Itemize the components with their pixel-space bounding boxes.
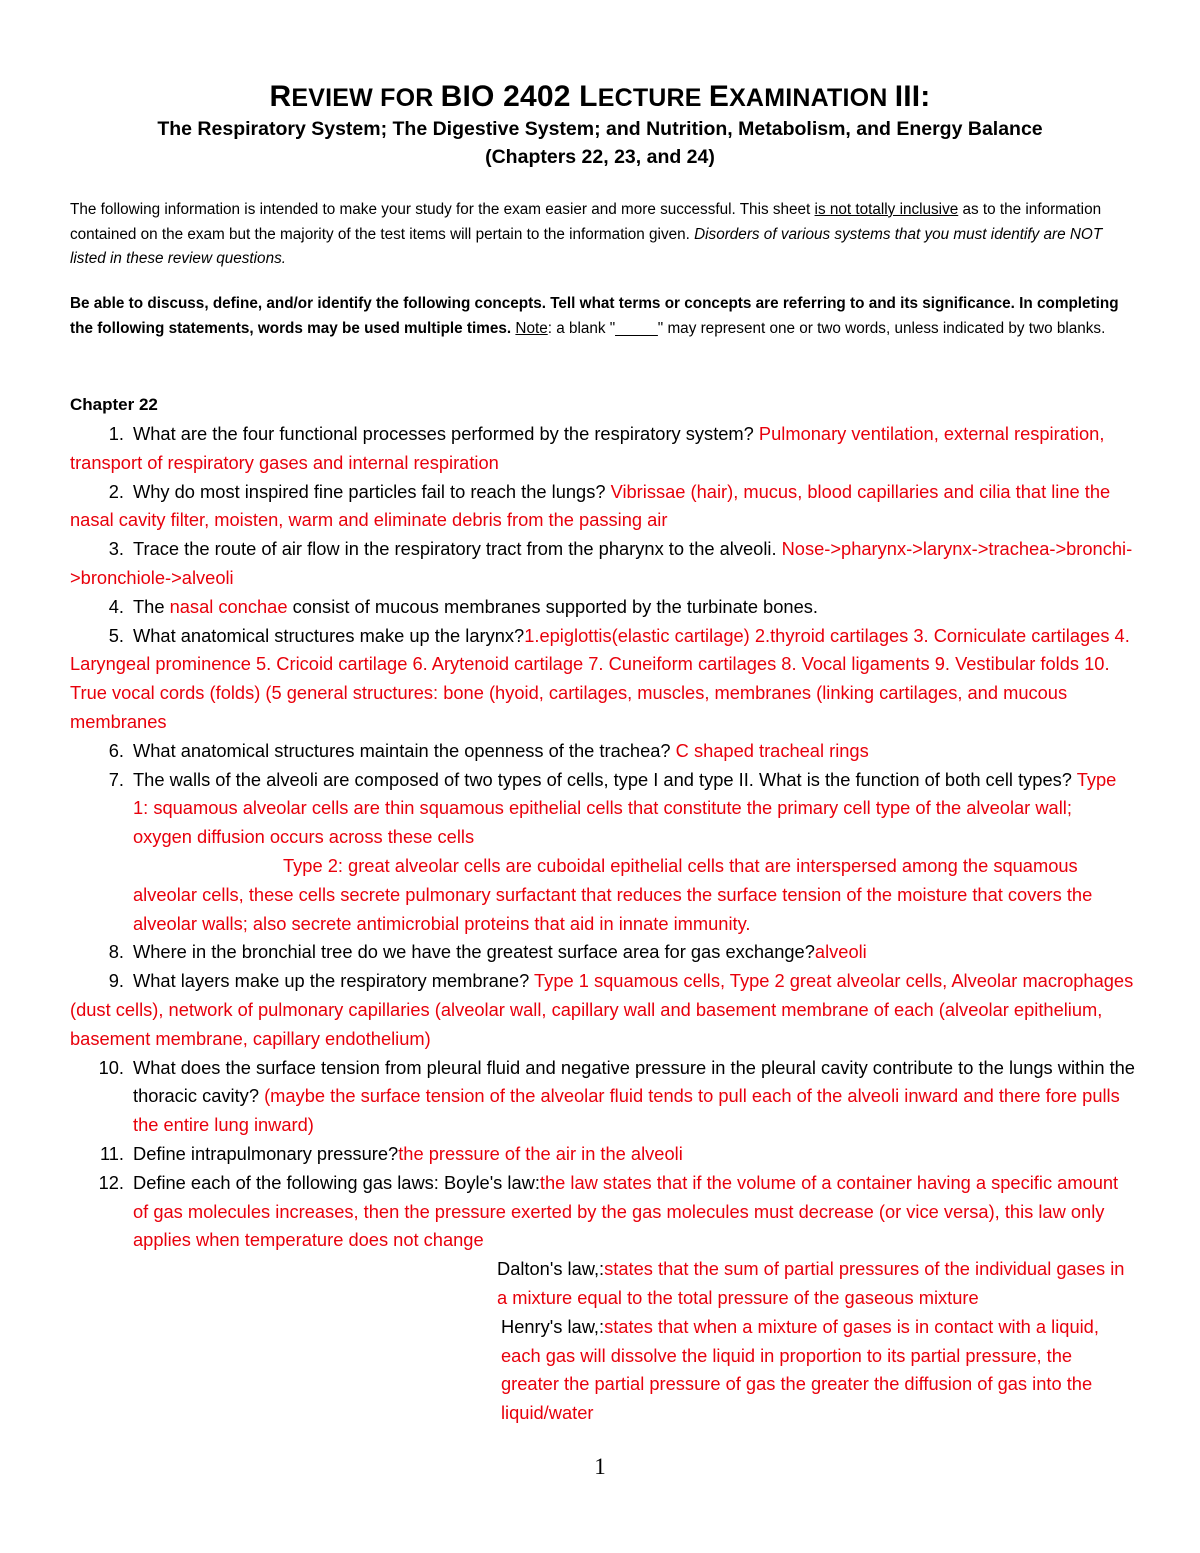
question-item [70, 737, 1135, 766]
question: What layers make up the respiratory membrane? [133, 970, 535, 992]
question-text [133, 1054, 1135, 1140]
question: What anatomical structures make up the larynx? [133, 624, 525, 646]
question: Why do most inspired fine particles fail to reach the lungs? [133, 480, 611, 502]
answer: Pulmonary ventilation, external respiration, transport of respiratory gases and internal respiration [70, 423, 1105, 473]
title-part: XAMINATION [729, 84, 895, 112]
question-item [70, 420, 1135, 478]
intro-text: as to the information contained on the exam but the majority of the test items will pertain to the information given. [70, 201, 1102, 243]
question: What are the four functional processes performed by the respiratory system? [133, 423, 759, 444]
answer: Vibrissae (hair), mucus, blood capillaries and cilia that line the nasal cavity filter, moisten, warm and eliminate debris from the passing air [70, 480, 1111, 531]
henry-line [133, 1313, 1135, 1428]
answer: the pressure of the air in the alveoli [398, 1142, 683, 1164]
answer: the law states that if the volume of a container having a specific amount of gas molecules increases, then the pressure exerted by the gas molecules must decrease (or vice versa), this law only applies when temperature does not change [133, 1171, 1119, 1251]
question-number: 2. [108, 480, 124, 502]
question-number: 10. [98, 1056, 124, 1078]
question-number: 9. [108, 970, 124, 992]
question: Where in the bronchial tree do we have the greatest surface area for gas exchange? [133, 941, 815, 963]
question: The walls of the alveoli are composed of two types of cells, type I and type II. What is the function of both cell types? [133, 768, 1077, 790]
question: What does the surface tension from pleural fluid and negative pressure in the pleural cavity contribute to the lungs within the thoracic cavity? [133, 1056, 1135, 1107]
question-text [70, 478, 1135, 536]
question-text [70, 622, 1135, 737]
question-number: 4. [108, 595, 124, 617]
question-item [70, 766, 1135, 939]
question-number: 5. [108, 624, 124, 646]
title-part: E [708, 80, 730, 113]
question-item [70, 1054, 1135, 1140]
page-subtitle: The Respiratory System; The Digestive System; and Nutrition, Metabolism, and Energy Balance [157, 118, 1043, 140]
question-number: 11. [99, 1142, 124, 1164]
dalton-line [133, 1255, 1135, 1313]
question: consist of mucous membranes supported by the turbinate bones. [287, 595, 818, 617]
title-part: R [269, 80, 292, 113]
title-part: BIO 2402 L [440, 80, 598, 113]
question-item [70, 967, 1135, 1053]
question: The [133, 595, 170, 617]
question-text [133, 938, 1135, 967]
instructions-paragraph [70, 292, 1132, 341]
question-text [70, 420, 1135, 478]
answer: alveoli [814, 941, 867, 963]
question-text [70, 535, 1135, 593]
answer: 1.epiglottis(elastic cartilage) 2.thyroid cartilages 3. Corniculate cartilages 4. Laryngeal prominence 5. Cricoid cartilage 6. Arytenoid cartilage 7. Cuneiform cartilages 8. Vocal ligaments 9. Vestibular folds 10. True vocal cords (folds) (5 general structures: bone (hyoid, cartilages, muscles, membranes (linking cartilages, and mucous membranes [70, 624, 1130, 732]
question-number: 3. [108, 538, 124, 560]
question-text [133, 1140, 1135, 1169]
answer: (maybe the surface tension of the alveolar fluid tends to pull each of the alveoli inward and there fore pulls the entire lung inward) [133, 1085, 1120, 1136]
note-label: Note [515, 319, 548, 337]
question: Define intrapulmonary pressure? [133, 1142, 399, 1164]
intro-text: The following information is intended to make your study for the exam easier and more successful. This sheet [70, 201, 815, 218]
question-item [70, 478, 1135, 536]
title-part: ECTURE [597, 84, 709, 112]
question-number: 7. [108, 768, 124, 790]
title-part: EVIEW FOR [291, 84, 441, 112]
answer: Type 2: great alveolar cells are cuboidal epithelial cells that are interspersed among the squamous alveolar cells, these cells secrete pulmonary surfactant that reduces the surface tension of the moisture that covers the alveolar walls; also secrete antimicrobial proteins that aid in innate immunity. [133, 854, 1093, 934]
question-text [70, 737, 1135, 766]
question-item [70, 535, 1135, 593]
question-list [70, 420, 1135, 1428]
question-text [70, 593, 1135, 622]
question-item [70, 593, 1135, 622]
chapters-line: (Chapters 22, 23, and 24) [485, 146, 715, 168]
answer: states that when a mixture of gases is in contact with a liquid, each gas will dissolve the liquid in proportion to its partial pressure, the greater the partial pressure of gas the greater the diffusion of gas into the liquid/water [501, 1315, 1099, 1424]
intro-paragraph [70, 198, 1132, 272]
answer: states that the sum of partial pressures of the individual gases in a mixture equal to the total pressure of the gaseous mixture [497, 1258, 1125, 1308]
page-number: 1 [594, 1454, 606, 1479]
question-number: 8. [108, 941, 124, 963]
question-item [70, 1169, 1135, 1428]
question-item [70, 622, 1135, 737]
question: Henry's law,: [501, 1315, 605, 1337]
question-number: 1. [108, 423, 124, 444]
page-title [0, 80, 1200, 114]
question: Trace the route of air flow in the respiratory tract from the pharynx to the alveoli. [133, 538, 782, 560]
answer: Type 1 squamous cells, Type 2 great alveolar cells, Alveolar macrophages (dust cells), network of pulmonary capillaries (alveolar wall, capillary wall and basement membrane of each (alveolar epithelium, basement membrane, capillary endothelium) [70, 970, 1134, 1049]
instructions-bold: Be able to discuss, define, and/or identify the following concepts. Tell what terms or concepts are referring to and its significance. In completing the following statements, words may be used multiple times. [70, 295, 1119, 337]
question-number: 12. [98, 1171, 124, 1193]
question-text [70, 967, 1135, 1053]
question-number: 6. [108, 739, 124, 761]
question-text [133, 766, 1135, 939]
question-text [133, 1169, 1135, 1428]
answer: Type 1: squamous alveolar cells are thin squamous epithelial cells that constitute the primary cell type of the alveolar wall; oxygen diffusion occurs across these cells [133, 768, 1117, 848]
answer: nasal conchae [169, 595, 288, 617]
question: Dalton's law,: [497, 1258, 605, 1280]
intro-underlined: is not totally inclusive [814, 201, 959, 218]
answer: C shaped tracheal rings [675, 739, 869, 761]
chapter-heading: Chapter 22 [70, 395, 158, 414]
intro-italic: Disorders of various systems that you must identify are NOT listed in these review questions. [70, 225, 1103, 267]
title-part: III: [894, 80, 931, 113]
question-item [70, 1140, 1135, 1169]
instructions-text: : a blank "_____" may represent one or two words, unless indicated by two blanks. [547, 319, 1106, 337]
question: What anatomical structures maintain the openness of the trachea? [133, 739, 676, 761]
answer: Nose->pharynx->larynx->trachea->bronchi->bronchiole->alveoli [70, 538, 1133, 588]
question-item [70, 938, 1135, 967]
question: Define each of the following gas laws: Boyle's law: [133, 1171, 540, 1193]
